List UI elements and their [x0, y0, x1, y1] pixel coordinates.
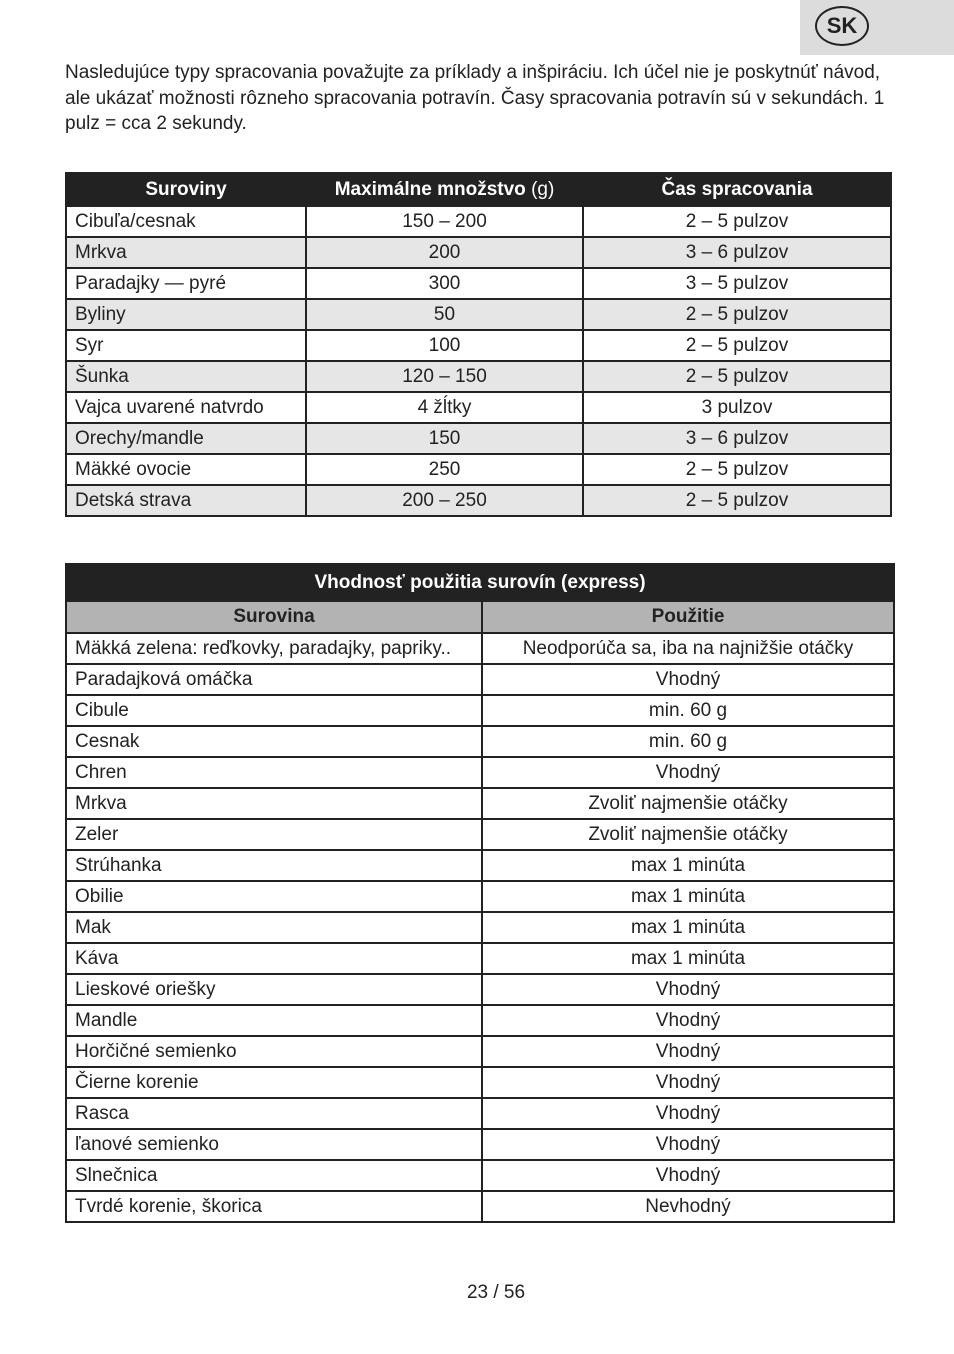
usage-value: min. 60 g: [482, 726, 894, 757]
ingredient-name: Paradajky — pyré: [66, 268, 306, 299]
table-row: [66, 361, 891, 392]
usage-value: Nevhodný: [482, 1191, 894, 1222]
table-row: [66, 1005, 894, 1036]
usage-value: Vhodný: [482, 757, 894, 788]
table-row: [66, 1160, 894, 1191]
ingredient-name: Cesnak: [66, 726, 482, 757]
processing-table: [65, 172, 892, 517]
page-number: 23 / 56: [466, 1282, 526, 1303]
processing-table-header: [66, 173, 891, 206]
suitability-title-row: [66, 564, 894, 601]
usage-value: Neodporúča sa, iba na najnižšie otáčky: [482, 633, 894, 664]
usage-value: max 1 minúta: [482, 943, 894, 974]
ingredient-name: Čierne korenie: [66, 1067, 482, 1098]
table-row: [66, 423, 891, 454]
max-amount: 200 – 250: [306, 485, 583, 516]
table-row: [66, 850, 894, 881]
ingredient-name: Horčičné semienko: [66, 1036, 482, 1067]
ingredient-name: Mäkké ovocie: [66, 454, 306, 485]
ingredient-name: Zeler: [66, 819, 482, 850]
max-amount: 300: [306, 268, 583, 299]
table-row: [66, 881, 894, 912]
table-row: [66, 237, 891, 268]
ingredient-name: Byliny: [66, 299, 306, 330]
usage-value: max 1 minúta: [482, 850, 894, 881]
ingredient-name: Šunka: [66, 361, 306, 392]
ingredient-name: Tvrdé korenie, škorica: [66, 1191, 482, 1222]
table-row: [66, 943, 894, 974]
ingredient-name: Cibule: [66, 695, 482, 726]
header-max-amount: [306, 173, 583, 206]
max-amount: 120 – 150: [306, 361, 583, 392]
usage-value: Vhodný: [482, 1160, 894, 1191]
ingredient-name: Mandle: [66, 1005, 482, 1036]
header-ingredient: Surovina: [66, 601, 482, 633]
table-row: [66, 695, 894, 726]
table-row: [66, 819, 894, 850]
ingredient-name: ľanové semienko: [66, 1129, 482, 1160]
usage-value: max 1 minúta: [482, 881, 894, 912]
ingredient-name: Detská strava: [66, 485, 306, 516]
processing-time: 2 – 5 pulzov: [583, 330, 891, 361]
usage-value: min. 60 g: [482, 695, 894, 726]
table-row: [66, 454, 891, 485]
processing-time: 3 – 5 pulzov: [583, 268, 891, 299]
suitability-header-row: [66, 601, 894, 633]
max-amount: 50: [306, 299, 583, 330]
table-row: [66, 206, 891, 237]
header-processing-time: Čas spracovania: [583, 173, 891, 206]
header-max-amount-unit: (g): [531, 178, 555, 200]
table-row: [66, 633, 894, 664]
usage-value: Vhodný: [482, 1129, 894, 1160]
language-tab: [800, 0, 954, 55]
table-row: [66, 974, 894, 1005]
ingredient-name: Mrkva: [66, 237, 306, 268]
ingredient-name: Syr: [66, 330, 306, 361]
table-row: [66, 1191, 894, 1222]
table-row: [66, 664, 894, 695]
ingredient-name: Vajca uvarené natvrdo: [66, 392, 306, 423]
ingredient-name: Mrkva: [66, 788, 482, 819]
table-row: [66, 788, 894, 819]
table-row: [66, 1098, 894, 1129]
table-row: [66, 912, 894, 943]
language-badge: SK: [815, 6, 869, 46]
table-row: [66, 299, 891, 330]
header-max-amount-label: Maximálne množstvo: [334, 178, 526, 200]
table-row: [66, 268, 891, 299]
usage-value: Vhodný: [482, 1005, 894, 1036]
usage-value: Vhodný: [482, 1067, 894, 1098]
ingredient-name: Slnečnica: [66, 1160, 482, 1191]
ingredient-name: Orechy/mandle: [66, 423, 306, 454]
table-row: [66, 1067, 894, 1098]
usage-value: Vhodný: [482, 974, 894, 1005]
usage-value: Zvoliť najmenšie otáčky: [482, 788, 894, 819]
ingredient-name: Cibuľa/cesnak: [66, 206, 306, 237]
max-amount: 200: [306, 237, 583, 268]
max-amount: 250: [306, 454, 583, 485]
table-row: [66, 1036, 894, 1067]
table-row: [66, 485, 891, 516]
processing-time: 3 – 6 pulzov: [583, 423, 891, 454]
processing-time: 3 – 6 pulzov: [583, 237, 891, 268]
processing-time: 3 pulzov: [583, 392, 891, 423]
suitability-table-title: Vhodnosť použitia surovín (express): [66, 564, 894, 601]
table-row: [66, 726, 894, 757]
table-row: [66, 392, 891, 423]
suitability-table: [65, 563, 895, 1223]
intro-paragraph: Nasledujúce typy spracovania považujte za príklady a inšpiráciu. Ich účel nie je poskytnúť návod, ale ukázať možnosti rôzneho spracovania potravín. Časy spracovania potravín sú v sekundách. 1 pulz = cca 2 sekundy.: [65, 62, 885, 134]
processing-time: 2 – 5 pulzov: [583, 485, 891, 516]
usage-value: Vhodný: [482, 664, 894, 695]
max-amount: 4 žĺtky: [306, 392, 583, 423]
ingredient-name: Obilie: [66, 881, 482, 912]
usage-value: Vhodný: [482, 1036, 894, 1067]
usage-value: Vhodný: [482, 1098, 894, 1129]
ingredient-name: Lieskové oriešky: [66, 974, 482, 1005]
ingredient-name: Rasca: [66, 1098, 482, 1129]
max-amount: 150 – 200: [306, 206, 583, 237]
header-ingredients: Suroviny: [66, 173, 306, 206]
header-usage: Použitie: [482, 601, 894, 633]
table-row: [66, 1129, 894, 1160]
ingredient-name: Strúhanka: [66, 850, 482, 881]
processing-time: 2 – 5 pulzov: [583, 206, 891, 237]
table-row: [66, 757, 894, 788]
ingredient-name: Mak: [66, 912, 482, 943]
max-amount: 150: [306, 423, 583, 454]
usage-value: Zvoliť najmenšie otáčky: [482, 819, 894, 850]
processing-time: 2 – 5 pulzov: [583, 299, 891, 330]
ingredient-name: Mäkká zelena: reďkovky, paradajky, papriky..: [66, 633, 482, 664]
ingredient-name: Paradajková omáčka: [66, 664, 482, 695]
ingredient-name: Chren: [66, 757, 482, 788]
ingredient-name: Káva: [66, 943, 482, 974]
usage-value: max 1 minúta: [482, 912, 894, 943]
max-amount: 100: [306, 330, 583, 361]
table-row: [66, 330, 891, 361]
processing-time: 2 – 5 pulzov: [583, 454, 891, 485]
processing-time: 2 – 5 pulzov: [583, 361, 891, 392]
